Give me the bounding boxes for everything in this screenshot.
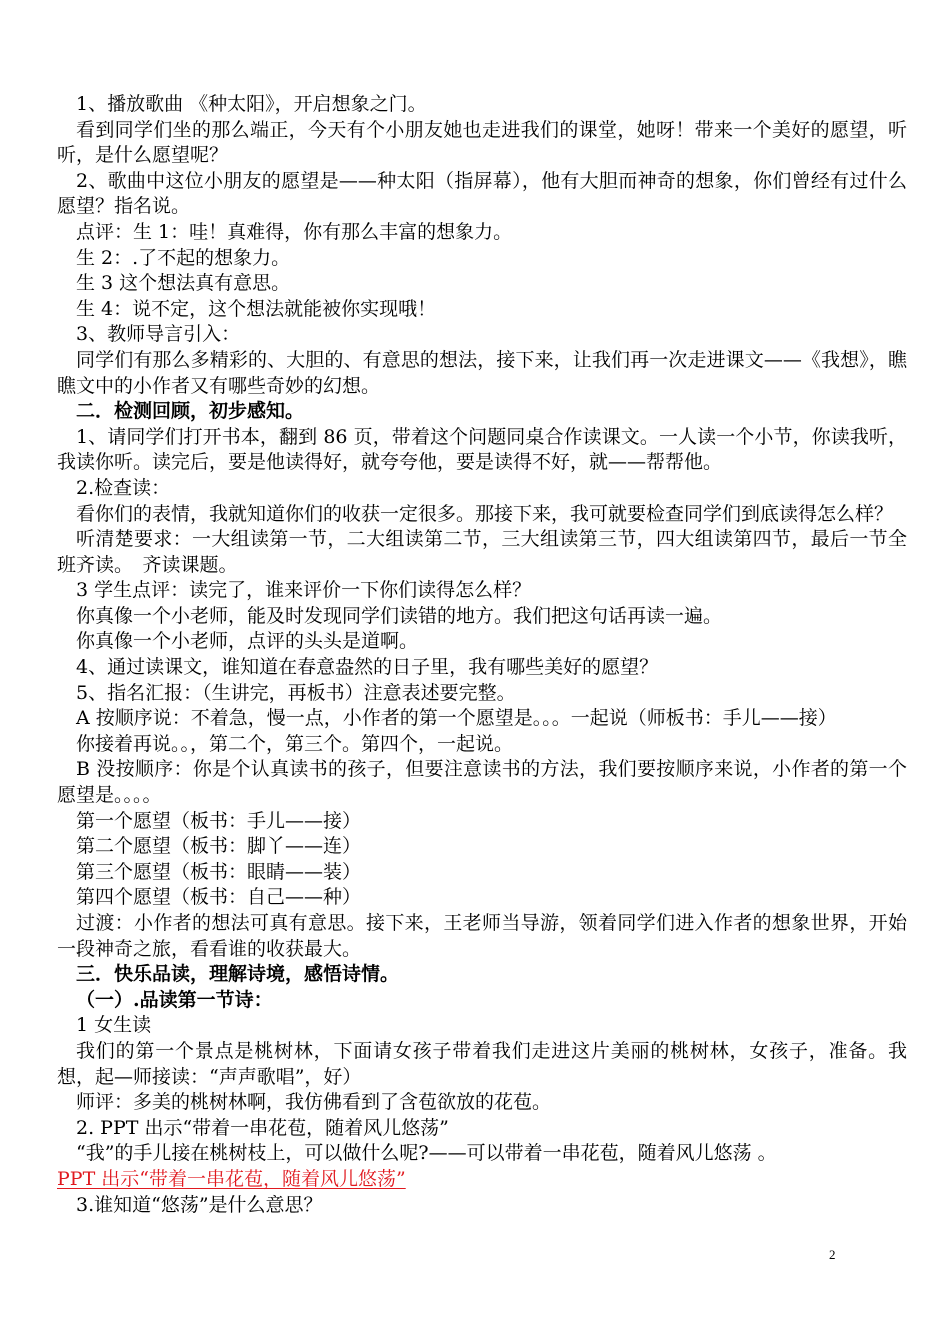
paragraph: 第三个愿望（板书：眼睛——装） bbox=[76, 860, 362, 883]
paragraph: 2、歌曲中这位小朋友的愿望是——种太阳（指屏幕），他有大胆而神奇的想象，你们曾经有过什么愿望？指名说。 bbox=[57, 169, 907, 218]
paragraph: B 没按顺序：你是个认真读书的孩子，但要注意读书的方法，我们要按顺序来说，小作者的第一个愿望是。。。。 bbox=[57, 758, 907, 807]
paragraph: 同学们有那么多精彩的、大胆的、有意思的想法，接下来，让我们再一次走进课文——《我想》，瞧瞧文中的小作者又有哪些奇妙的幻想。 bbox=[57, 348, 907, 397]
paragraph: 3、教师导言引入： bbox=[76, 323, 241, 346]
paragraph: 你接着再说。。，第二个，第三个。第四个，一起说。 bbox=[76, 732, 514, 755]
paragraph: 第二个愿望（板书：脚丫——连） bbox=[76, 835, 362, 858]
paragraph: 4、通过读课文，谁知道在春意盎然的日子里，我有哪些美好的愿望？ bbox=[76, 656, 659, 679]
paragraph: 3.谁知道“悠荡”是什么意思？ bbox=[76, 1193, 323, 1216]
paragraph: 1 女生读 bbox=[76, 1014, 152, 1037]
section-heading: 二．检测回顾，初步感知。 bbox=[76, 400, 305, 423]
paragraph: A 按顺序说：不着急，慢一点，小作者的第一个愿望是。。。一起说（师板书：手儿——接） bbox=[76, 707, 837, 730]
paragraph: 听清楚要求：一大组读第一节，二大组读第二节，三大组读第三节，四大组读第四节，最后一节全班齐读。 齐读课题。 bbox=[57, 528, 907, 576]
paragraph: 看到同学们坐的那么端正，今天有个小朋友她也走进我们的课堂，她呀！带来一个美好的愿望，听听，是什么愿望呢？ bbox=[57, 118, 907, 167]
page-number: 2 bbox=[829, 1247, 836, 1262]
paragraph: 3 学生点评：读完了，谁来评价一下你们读得怎么样？ bbox=[76, 579, 532, 602]
section-heading: 三．快乐品读，理解诗境，感悟诗情。 bbox=[76, 963, 400, 986]
paragraph: 2. PPT 出示“带着一串花苞，随着风儿悠荡” bbox=[76, 1116, 449, 1139]
paragraph: 生 2：.了不起的想象力。 bbox=[76, 246, 291, 269]
paragraph: 生 4：说不定，这个想法就能被你实现哦！ bbox=[76, 297, 437, 320]
paragraph: 你真像一个小老师，能及时发现同学们读错的地方。我们把这句话再读一遍。 bbox=[76, 604, 723, 627]
paragraph: 2.检查读： bbox=[76, 476, 171, 499]
paragraph: 1、请同学们打开书本，翻到 86 页，带着这个问题同桌合作读课文。一人读一个小节，你读我听，我读你听。读完后，要是他读得好，就夸夸他，要是读得不好，就——帮帮他。 bbox=[57, 425, 907, 474]
paragraph: 点评：生 1：哇！真难得，你有那么丰富的想象力。 bbox=[76, 220, 513, 243]
paragraph: 看你们的表情，我就知道你们的收获一定很多。那接下来，我可就要检查同学们到底读得怎么样？ bbox=[76, 502, 894, 525]
document-body bbox=[57, 92, 907, 1218]
paragraph: 过渡：小作者的想法可真有意思。接下来，王老师当导游，领着同学们进入作者的想象世界，开始一段神奇之旅，看看谁的收获最大。 bbox=[57, 912, 907, 960]
paragraph: 你真像一个小老师，点评的头头是道啊。 bbox=[76, 630, 419, 653]
paragraph: 我们的第一个景点是桃树林，下面请女孩子带着我们走进这片美丽的桃树林，女孩子，准备。我想，起—师接读：“声声歌唱”，好） bbox=[57, 1039, 907, 1088]
paragraph: 1、播放歌曲 《种太阳》，开启想象之门。 bbox=[76, 93, 427, 115]
paragraph: 5、指名汇报：（生讲完，再板书）注意表述要完整。 bbox=[76, 681, 516, 704]
paragraph: 第四个愿望（板书：自己——种） bbox=[76, 886, 362, 909]
paragraph: “我”的手儿接在桃树枝上，可以做什么呢?——可以带着一串花苞，随着风儿悠荡 。 bbox=[76, 1142, 777, 1165]
paragraph: 第一个愿望（板书：手儿——接） bbox=[76, 809, 362, 832]
paragraph: 师评：多美的桃树林啊，我仿佛看到了含苞欲放的花苞。 bbox=[76, 1091, 552, 1114]
section-heading: （一）.品读第一节诗： bbox=[76, 988, 273, 1011]
paragraph: 生 3 这个想法真有意思。 bbox=[76, 272, 291, 295]
highlighted-paragraph: PPT 出示“带着一串花苞，随着风儿悠荡” bbox=[57, 1167, 406, 1190]
